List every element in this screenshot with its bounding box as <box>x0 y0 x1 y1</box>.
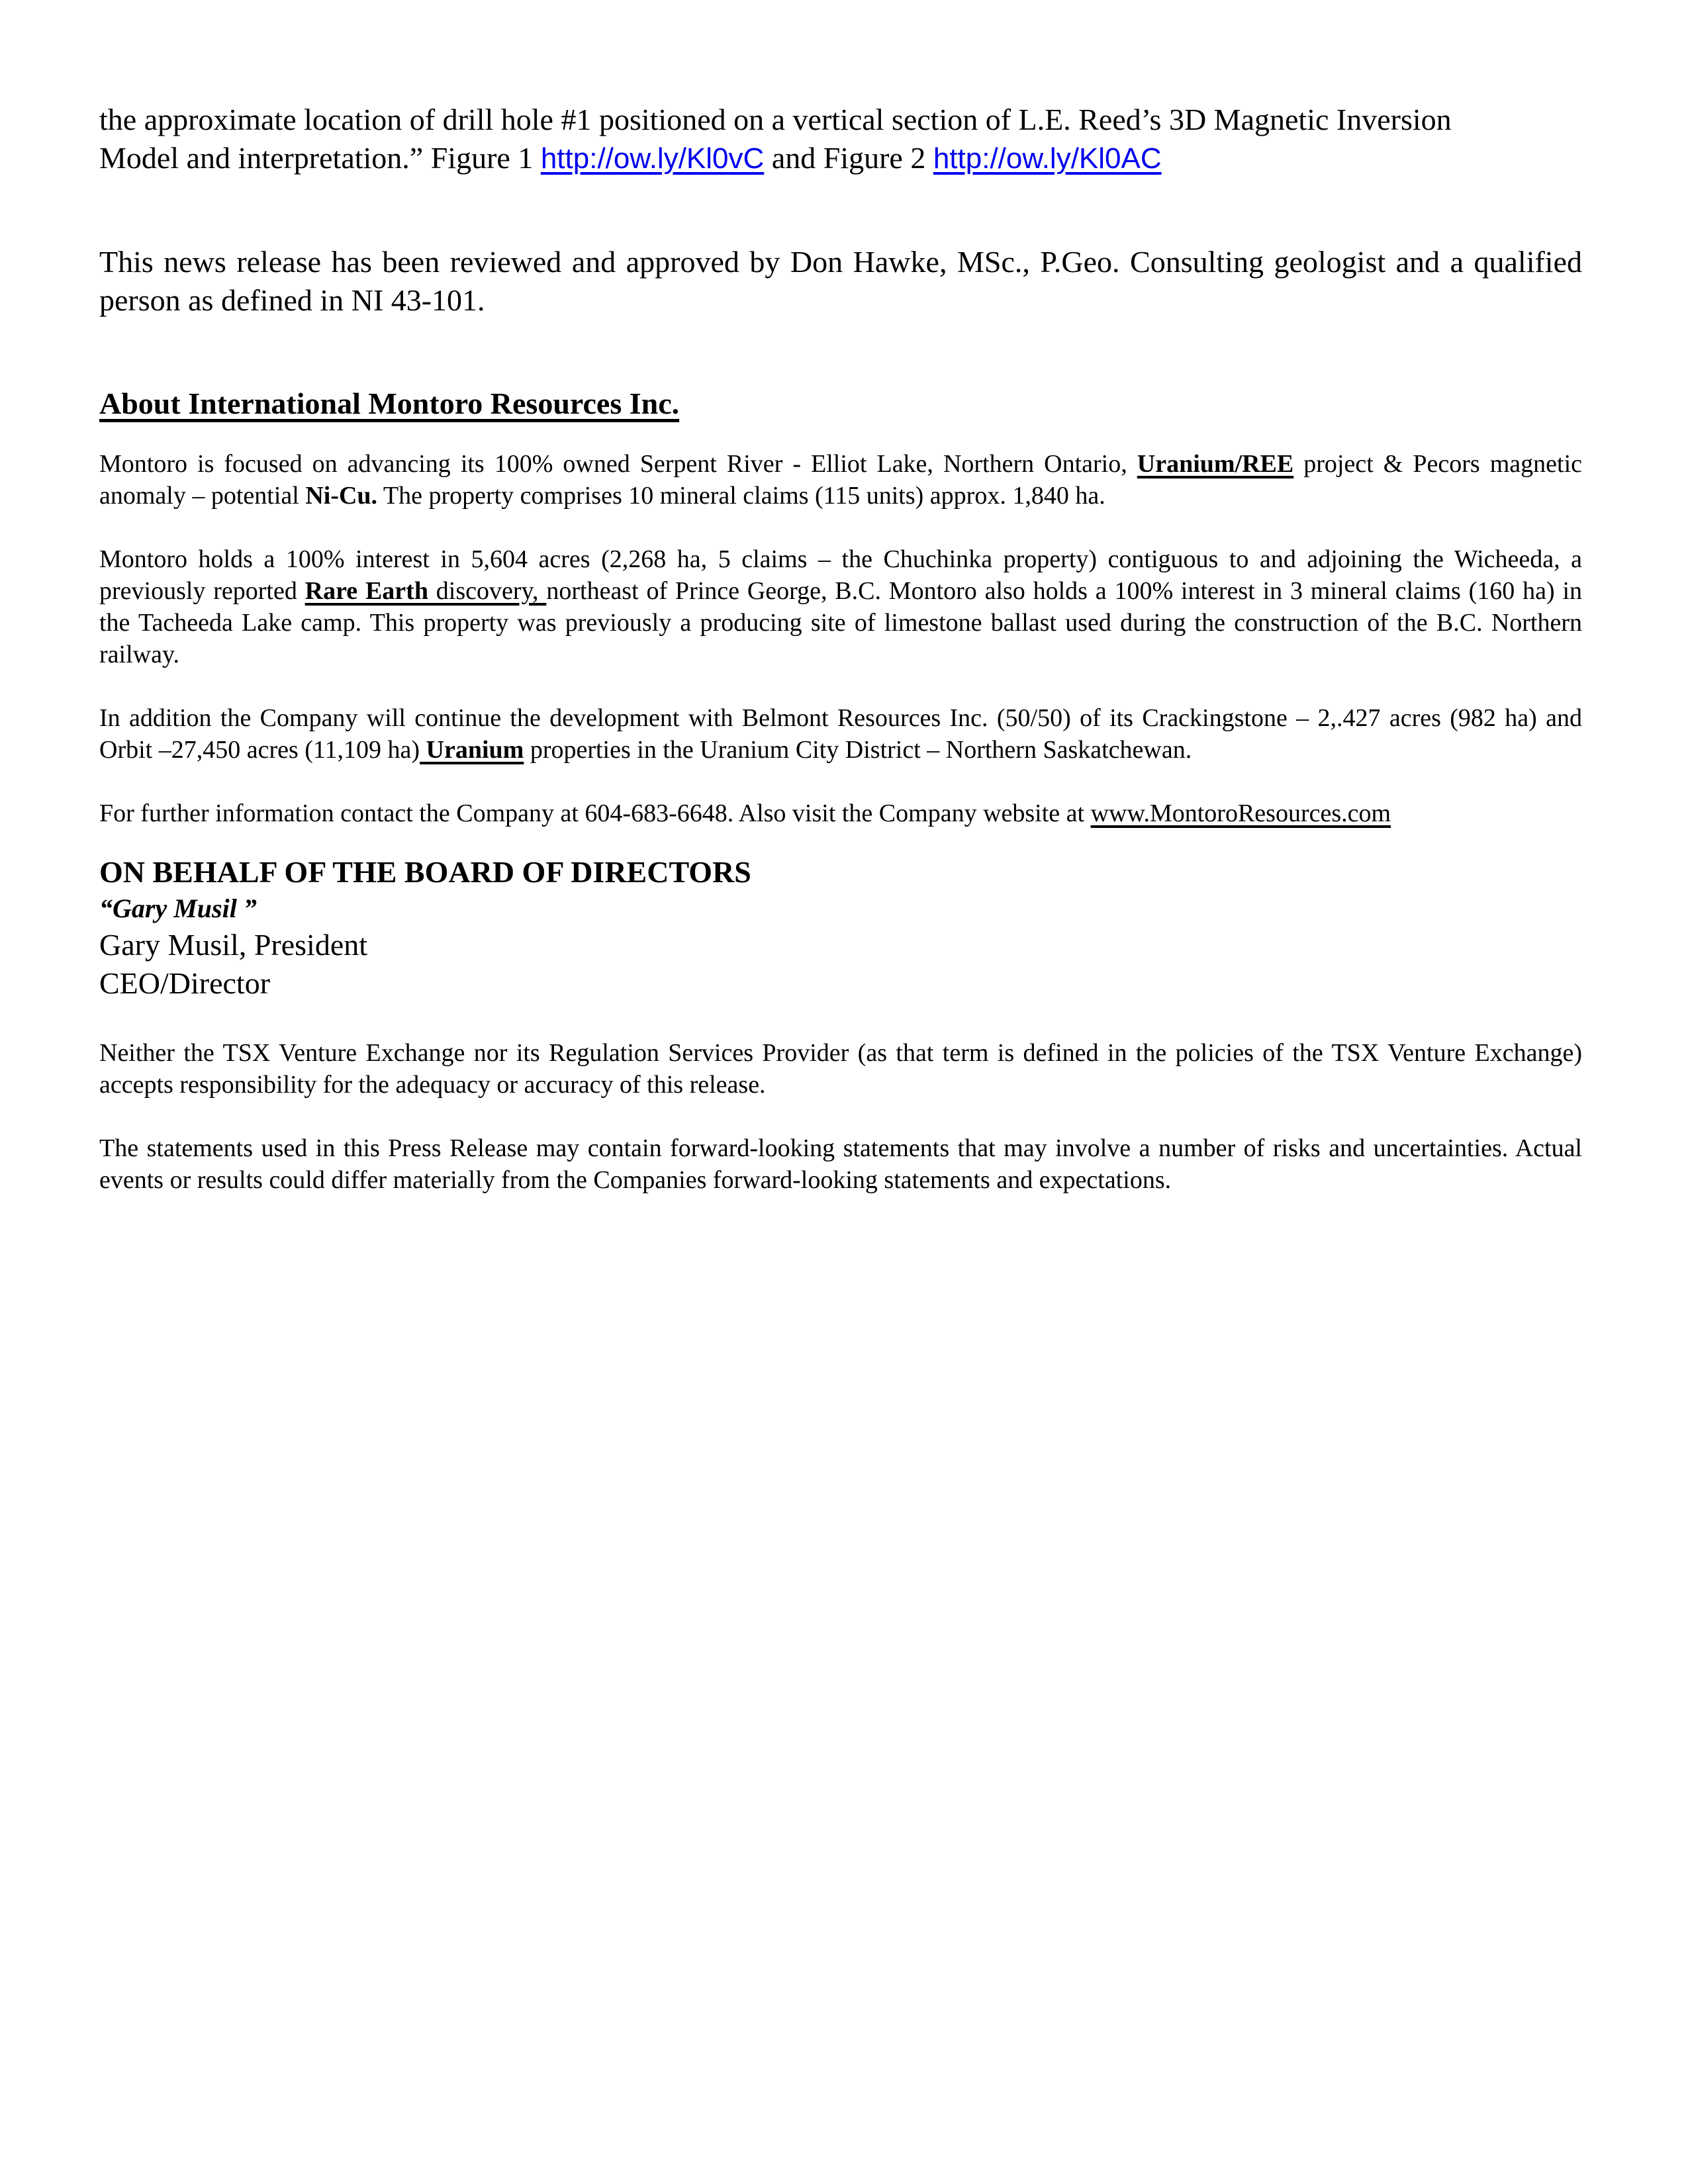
signature-name-title: Gary Musil, President <box>99 928 368 962</box>
contact-text: For further information contact the Company at 604-683-6648. Also visit the Company website at <box>99 799 1091 827</box>
signature-block <box>99 853 1582 1003</box>
about-paragraph-3 <box>99 702 1582 766</box>
about-paragraph-1 <box>99 448 1582 512</box>
about-p1-part3: The property comprises 10 mineral claims (115 units) approx. 1,840 ha. <box>377 482 1105 510</box>
about-heading: About International Montoro Resources Inc. <box>99 387 680 420</box>
uranium-emphasis: Uranium <box>420 736 524 764</box>
about-p1-part1: Montoro is focused on advancing its 100% owned Serpent River - Elliot Lake, Northern Ontario, <box>99 450 1137 478</box>
document-page <box>99 99 1582 1196</box>
rare-earth-emphasis: Rare Earth <box>305 577 428 605</box>
about-p3-part2: properties in the Uranium City District – Northern Saskatchewan. <box>524 736 1192 764</box>
about-p3-part1: In addition the Company will continue the development with Belmont Resources Inc. (50/50) of its Crackingstone – 2,.427 acres (982 ha) and Orbit –27,450 acres (11,109 ha) <box>99 704 1582 764</box>
discovery-underlined: discovery, <box>428 577 547 605</box>
intro-paragraph <box>99 101 1582 178</box>
company-website-link[interactable]: www.MontoroResources.com <box>1090 799 1391 827</box>
board-heading: ON BEHALF OF THE BOARD OF DIRECTORS <box>99 855 751 889</box>
uranium-ree-emphasis: Uranium/REE <box>1137 450 1294 478</box>
ni-cu-emphasis: Ni-Cu. <box>305 482 378 510</box>
signature-quoted-name: “Gary Musil ” <box>99 893 257 923</box>
figure-1-link[interactable]: http://ow.ly/Kl0vC <box>540 142 765 175</box>
intro-line-2-prefix: Model and interpretation.” Figure 1 <box>99 141 541 175</box>
intro-line-2-middle: and Figure 2 <box>764 141 933 175</box>
about-p2-part2: northeast of Prince George, B.C. Montoro also holds a 100% interest in 3 mineral claims (160 ha) in the Tacheeda Lake camp. This property was previously a producing site of limestone ballast used during the construction of the B.C. Northern railway. <box>99 577 1582 668</box>
intro-line-2 <box>99 139 1582 178</box>
review-paragraph: This news release has been reviewed and approved by Don Hawke, MSc., P.Geo. Consulting geologist and a qualified person as defined in NI 43-101. <box>99 245 1582 317</box>
about-p2-part1: Montoro holds a 100% interest in 5,604 acres (2,268 ha, 5 claims – the Chuchinka property) contiguous to and adjoining the Wicheeda, a previously reported <box>99 545 1582 605</box>
signature-role: CEO/Director <box>99 966 271 1000</box>
about-p1-part2: project & Pecors magnetic anomaly – potential <box>99 450 1583 510</box>
figure-2-link[interactable]: http://ow.ly/Kl0AC <box>933 142 1162 175</box>
forward-looking-disclaimer: The statements used in this Press Release may contain forward-looking statements that may involve a number of risks and uncertainties. Actual events or results could differ materially from the Companies forward-looking statements and expectations. <box>99 1134 1582 1194</box>
about-paragraph-2 <box>99 543 1582 670</box>
intro-line-1: the approximate location of drill hole #1 positioned on a vertical section of L.E. Reed’s 3D Magnetic Inversion <box>99 103 1452 136</box>
contact-paragraph <box>99 797 1582 829</box>
tsx-disclaimer: Neither the TSX Venture Exchange nor its Regulation Services Provider (as that term is defined in the policies of the TSX Venture Exchange) accepts responsibility for the adequacy or accuracy of this release. <box>99 1039 1582 1099</box>
